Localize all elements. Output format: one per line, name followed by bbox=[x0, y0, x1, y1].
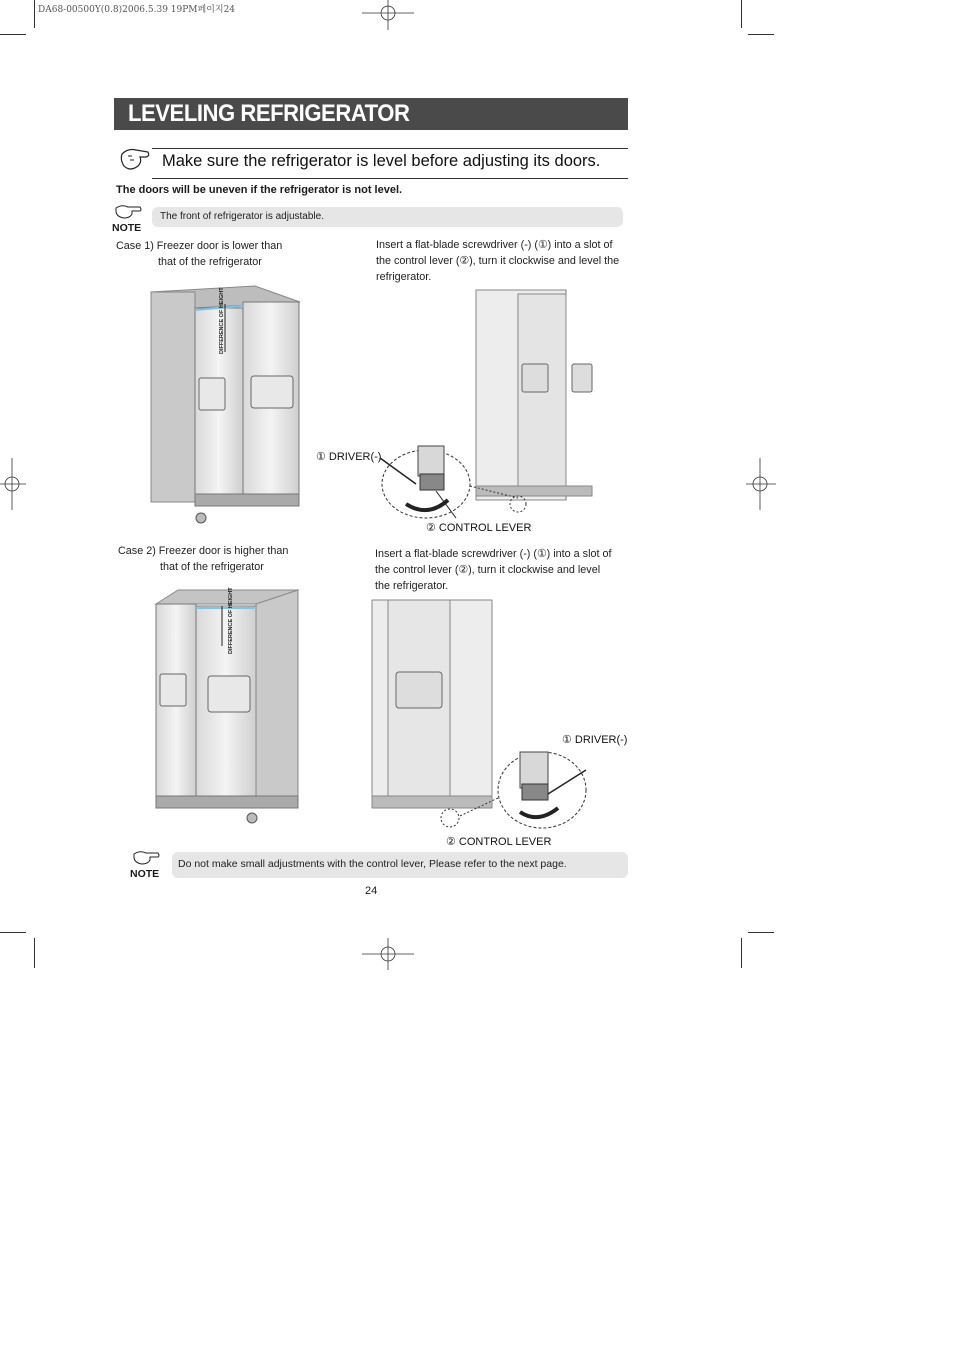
case1-heading: Case 1) Freezer door is lower than bbox=[116, 240, 283, 252]
note-box bbox=[152, 207, 623, 227]
case1-heading-cont: that of the refrigerator bbox=[158, 256, 262, 268]
case2-detail-illustration bbox=[370, 598, 590, 836]
case2-height-label: DIFFERENCE OF HEIGHT bbox=[228, 587, 234, 654]
case2-heading-cont: that of the refrigerator bbox=[160, 561, 264, 573]
note-box bbox=[172, 852, 628, 878]
warning-text: The doors will be uneven if the refrigerator is not level. bbox=[116, 184, 403, 196]
page-number: 24 bbox=[365, 885, 378, 897]
case1-fridge-illustration bbox=[145, 284, 305, 529]
case2-lever-label: ② CONTROL LEVER bbox=[446, 836, 552, 848]
note-text: Do not make small adjustments with the control lever, Please refer to the next page. bbox=[178, 858, 567, 870]
tip-rule-top bbox=[152, 148, 628, 149]
hand-pointer-icon bbox=[118, 144, 152, 176]
case1-lever-label: ② CONTROL LEVER bbox=[426, 522, 532, 534]
note-hand-icon bbox=[114, 204, 144, 220]
case1-instructions: Insert a flat-blade screwdriver (-) (①) into a slot of the control lever (②), turn it clockwise and level the refrigerator. bbox=[376, 239, 620, 283]
section-title-bar bbox=[114, 98, 628, 130]
case2-fridge-illustration bbox=[148, 584, 308, 829]
tip-text: Make sure the refrigerator is level before adjusting its doors. bbox=[162, 152, 601, 170]
note-hand-icon bbox=[132, 850, 162, 866]
note-label: NOTE bbox=[130, 868, 160, 880]
case1-height-label: DIFFERENCE OF HEIGHT bbox=[219, 287, 225, 354]
page-title: LEVELING REFRIGERATOR bbox=[128, 100, 410, 127]
case2-instructions: Insert a flat-blade screwdriver (-) (①) into a slot of the control lever (②), turn it clockwise and level the refrigerator. bbox=[375, 548, 612, 592]
tip-rule-bottom bbox=[152, 178, 628, 179]
case2-heading: Case 2) Freezer door is higher than bbox=[118, 545, 289, 557]
note-text: The front of refrigerator is adjustable. bbox=[160, 211, 324, 222]
case1-driver-label: ① DRIVER(-) bbox=[316, 451, 382, 463]
case1-detail-illustration bbox=[376, 286, 596, 526]
note-label: NOTE bbox=[112, 222, 142, 234]
print-header: DA68-00500Y(0.8)2006.5.39 19PM페이지24 bbox=[38, 5, 236, 15]
case2-driver-label: ① DRIVER(-) bbox=[562, 734, 628, 746]
